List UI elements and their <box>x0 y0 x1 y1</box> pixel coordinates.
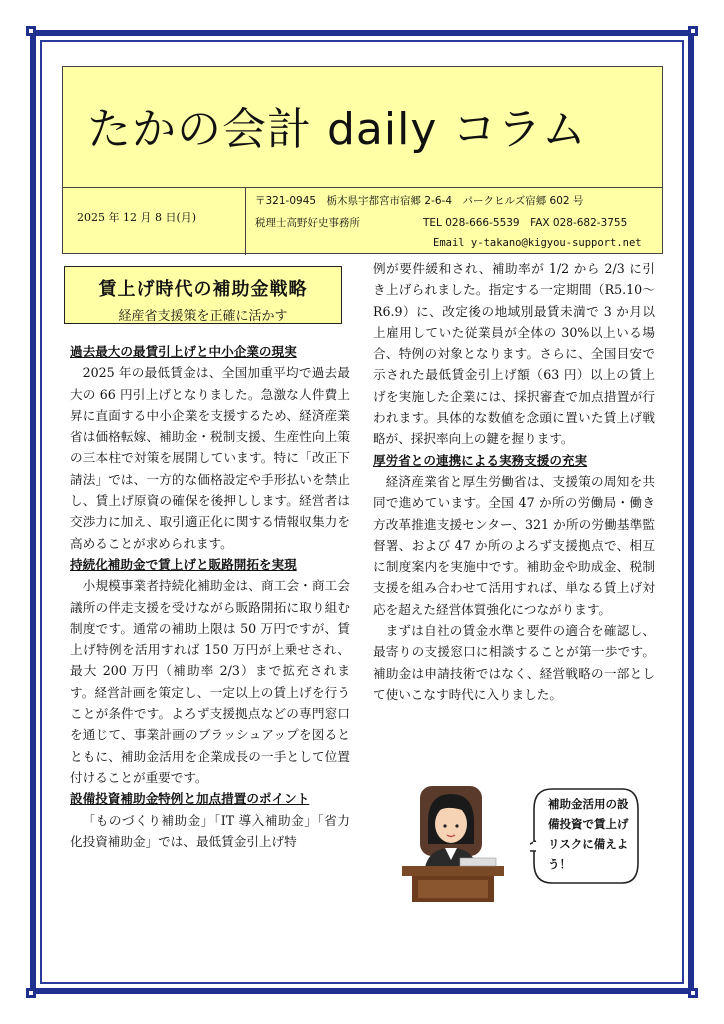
corner-ornament <box>26 988 36 998</box>
masthead-divider <box>245 187 246 255</box>
section-body: 「ものづくり補助金」「IT 導入補助金」「省力化投資補助金」では、最低賃金引上げ特 <box>70 812 350 849</box>
office-tel-fax: TEL 028-666-5539 FAX 028-682-3755 <box>423 217 628 229</box>
corner-ornament <box>26 26 36 36</box>
section-body: 2025 年の最低賃金は、全国加重平均で過去最大の 66 円引上げとなりました。急激な人件費上昇に直面する中小企業を支援するため、経済産業省は価格転嫁、補助金・税制支援、生産性向上策の三本柱で対策を展開しています。特に「改正下請法」では、一方的な価格設定や手形払いを禁止し、賃上げ原資の確保を後押しします。経営者は交渉力に加え、取引適正化に関する情報収集力を高めることが求められます。 <box>70 365 350 551</box>
section-heading: 設備投資補助金特例と加点措置のポイント <box>70 791 310 807</box>
left-column <box>70 341 350 852</box>
article-headline: 賃上げ時代の補助金戦略 <box>98 279 308 300</box>
section-body: 経済産業省と厚生労働省は、支援策の周知を共同で進めています。全国 47 か所の労働局・働き方改革推進支援センター、321 か所の労働基準監督署、および 47 か所のよろず支援拠点で、相互に制度案内を実施中です。補助金や助成金、税制支援を組み合わせて活用すれば、単なる賃上げ対応を超えた経営体質強化につながります。 <box>373 473 655 617</box>
section-body: まずは自社の賃金水準と要件の適合を確認し、最寄りの支援窓口に相談することが第一歩です。補助金は申請技術ではなく、経営戦略の一部として使いこなす時代に入りました。 <box>373 623 655 702</box>
office-address: 〒321-0945 栃木県宇都宮市宿郷 2-6-4 パークヒルズ宿郷 602 号 <box>255 195 584 207</box>
businesswoman-at-desk-illustration <box>398 782 508 902</box>
masthead <box>62 66 663 254</box>
corner-ornament <box>688 26 698 36</box>
right-column <box>373 258 655 705</box>
office-name: 税理士高野好史事務所 <box>255 217 360 229</box>
article-subheadline: 経産省支援策を正確に活かす <box>118 309 288 324</box>
section-heading: 厚労省との連携による実務支援の充実 <box>373 452 588 468</box>
corner-ornament <box>688 988 698 998</box>
masthead-divider <box>63 187 662 188</box>
section-heading: 持続化補助金で賃上げと販路開拓を実現 <box>70 556 297 572</box>
section-heading: 過去最大の最賃引上げと中小企業の現実 <box>70 344 297 359</box>
office-email: Email y-takano@kigyou-support.net <box>433 237 642 249</box>
page-title: たかの会計 daily コラム <box>87 104 587 155</box>
section-body: 小規模事業者持続化補助金は、商工会・商工会議所の伴走支援を受けながら販路開拓に取り組む制度です。通常の補助上限は 50 万円ですが、賃上げ特例を活用すれば 150 万円が上乗せされ、最大 200 万円（補助率 2/3）まで拡充されます。経営計画を策定し、一定以上の賃上げを行うことが条件です。よろず支援拠点などの専門窓口を通じて、事業計画のブラッシュアップを図るとともに、補助金活用を企業成長の一手として位置付けることが重要です。 <box>70 578 350 785</box>
issue-date: 2025 年 12 月 8 日(月) <box>77 211 197 224</box>
section-body-continued: 例が要件緩和され、補助率が 1/2 から 2/3 に引き上げられました。指定する一定期間（R5.10～R6.9）に、改定後の地域別最賃未満で 3 か月以上雇用していた従業員が全体の 30%以上いる場合、特例の対象となります。さらに、全国目安で示された最低賃金引上げ額（63 円）以上の賃上げを実施した企業には、採択審査で加点措置が行われます。具体的な数値を念頭に置いた賃上げ戦略が、採択率向上の鍵を握ります。 <box>373 261 655 447</box>
speech-bubble-text: 補助金活用の設備投資で賃上げリスクに備えよう！ <box>548 797 629 871</box>
article-headline-box <box>64 266 342 324</box>
